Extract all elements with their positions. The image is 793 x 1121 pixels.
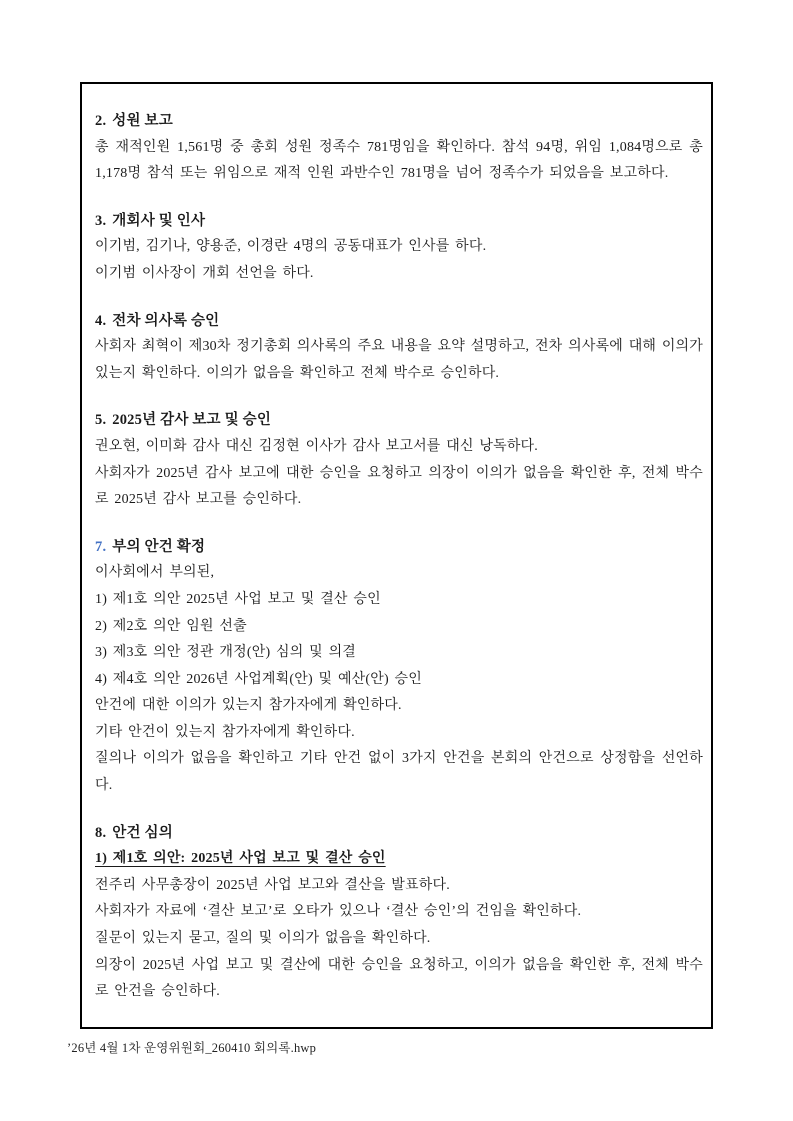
section-member-report bbox=[95, 108, 703, 188]
section-heading bbox=[95, 108, 703, 135]
agenda-item-1-subheading: 1) 제1호 의안: 2025년 사업 보고 및 결산 승인 bbox=[95, 851, 386, 867]
section-heading bbox=[95, 820, 703, 847]
paragraph: 이기범, 김기나, 양용준, 이경란 4명의 공동대표가 인사를 하다. bbox=[95, 239, 487, 255]
section-agenda-deliberation bbox=[95, 820, 703, 1006]
section-heading bbox=[95, 407, 703, 434]
section-agenda-confirmation bbox=[95, 534, 703, 800]
section-title: 개회사 및 인사 bbox=[112, 212, 206, 229]
agenda-list-item: 3) 제3호 의안 정관 개정(안) 심의 및 의결 bbox=[95, 645, 357, 661]
paragraph: 권오현, 이미화 감사 대신 김정현 이사가 감사 보고서를 대신 낭독하다. bbox=[95, 438, 538, 454]
section-heading bbox=[95, 308, 703, 335]
paragraph: 사회자가 자료에 ‘결산 보고’로 오타가 있으나 ‘결산 승인’의 건임을 확인하다. bbox=[95, 904, 582, 920]
paragraph: 의장이 2025년 사업 보고 및 결산에 대한 승인을 요청하고, 이의가 없음을 확인한 후, 전체 박수로 안건을 승인하다. bbox=[95, 957, 703, 1000]
agenda-list-item: 4) 제4호 의안 2026년 사업계획(안) 및 예산(안) 승인 bbox=[95, 671, 422, 687]
section-heading bbox=[95, 208, 703, 235]
footer-filename: ’26년 4월 1차 운영위원회_260410 회의록.hwp bbox=[67, 1041, 317, 1055]
paragraph: 질의나 이의가 없음을 확인하고 기타 안건 없이 3가지 안건을 본회의 안건으로 상정함을 선언하다. bbox=[95, 751, 703, 794]
paragraph: 기타 안건이 있는지 참가자에게 확인하다. bbox=[95, 724, 355, 740]
agenda-list-item: 1) 제1호 의안 2025년 사업 보고 및 결산 승인 bbox=[95, 591, 381, 607]
paragraph: 질문이 있는지 묻고, 질의 및 이의가 없음을 확인하다. bbox=[95, 931, 431, 947]
section-title: 성원 보고 bbox=[112, 113, 173, 129]
section-2025-audit-report bbox=[95, 407, 703, 513]
section-title: 전차 의사록 승인 bbox=[112, 312, 220, 329]
paragraph: 안건에 대한 이의가 있는지 참가자에게 확인하다. bbox=[95, 698, 402, 714]
paragraph: 전주리 사무총장이 2025년 사업 보고와 결산을 발표하다. bbox=[95, 877, 450, 893]
section-number: 7. bbox=[95, 538, 107, 555]
paragraph: 사회자가 2025년 감사 보고에 대한 승인을 요청하고 의장이 이의가 없음을 확인한 후, 전체 박수로 2025년 감사 보고를 승인하다. bbox=[95, 465, 703, 508]
paragraph: 총 재적인원 1,561명 중 총회 성원 정족수 781명임을 확인하다. 참석 94명, 위임 1,084명으로 총 1,178명 참석 또는 위임으로 재적 인원 과반수인 781명을 넘어 정족수가 되었음을 보고하다. bbox=[95, 139, 703, 182]
paragraph: 사회자 최혁이 제30차 정기총회 의사록의 주요 내용을 요약 설명하고, 전차 의사록에 대해 이의가 있는지 확인하다. 이의가 없음을 확인하고 전체 박수로 승인하다. bbox=[95, 339, 704, 381]
section-number: 4. bbox=[95, 312, 107, 329]
paragraph: 이사회에서 부의된, bbox=[95, 565, 215, 581]
section-number: 8. bbox=[95, 824, 107, 841]
paragraph: 이기범 이사장이 개회 선언을 하다. bbox=[95, 265, 314, 281]
section-previous-minutes-approval bbox=[95, 308, 703, 388]
agenda-list-item: 2) 제2호 의안 임원 선출 bbox=[95, 618, 247, 634]
section-title: 2025년 감사 보고 및 승인 bbox=[112, 412, 272, 429]
section-number: 5. bbox=[95, 412, 107, 429]
section-heading bbox=[95, 534, 703, 561]
section-title: 부의 안건 확정 bbox=[112, 538, 206, 555]
section-title: 안건 심의 bbox=[112, 824, 173, 841]
page-border-frame bbox=[80, 82, 713, 1029]
section-opening-remarks bbox=[95, 208, 703, 288]
section-number: 2. bbox=[95, 113, 107, 129]
section-number: 3. bbox=[95, 212, 107, 229]
